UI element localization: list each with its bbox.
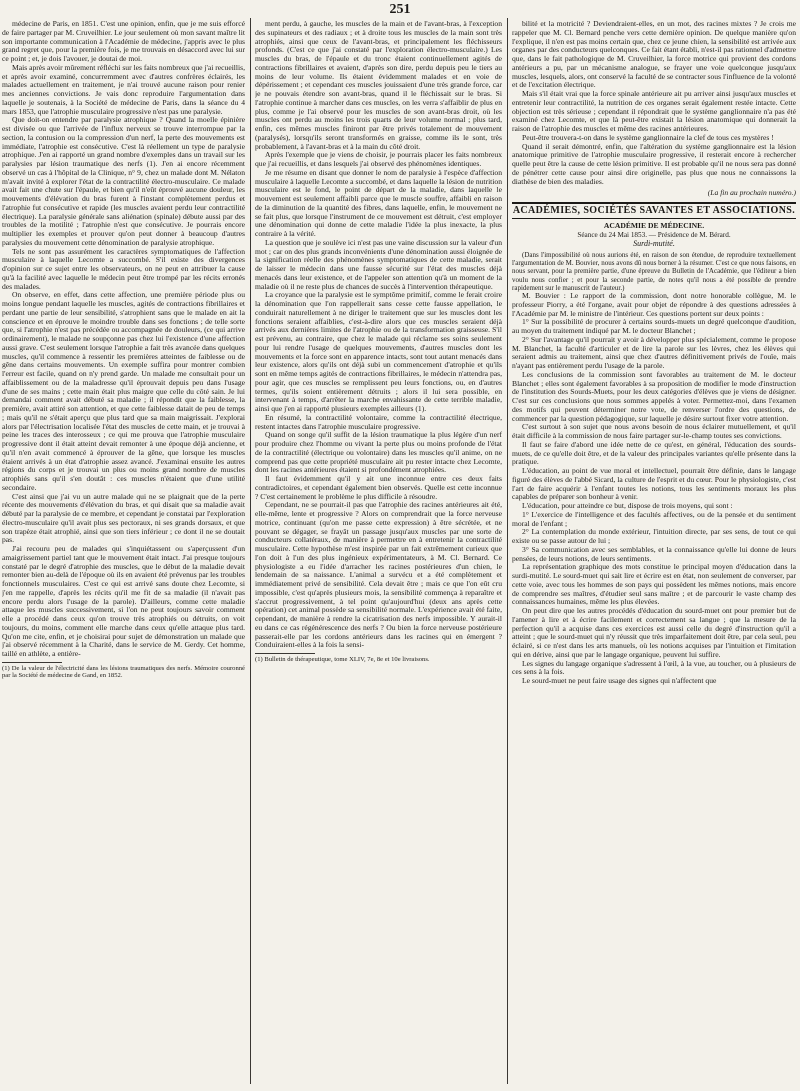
- paragraph: Il faut évidemment qu'il y ait une inconnue entre ces deux faits contradictoires, et cependant également bien observés. Quelle est cette inconnue ? C'est certainement le problème le plus difficile à résoudre.: [255, 474, 502, 501]
- paragraph: 2° La contemplation du monde extérieur, l'intuition directe, par ses sens, de tout ce qui existe ou se passe autour de lui ;: [512, 527, 796, 546]
- paragraph: La croyance que la paralysie est le symptôme primitif, comme le ferait croire la dénomination que l'on rappellerait sans cesse cette fausse appellation, le conduirait naturellement à ne diriger le traitement que sur les muscles dont les fonctions seraient affaiblies, c'est-à-dire alors que ces muscles seraient déjà arrivés aux dernières limites de l'atrophie ou de la transformation graisseuse. S'il est prévenu, au contraire, que chez le malade qui réclame ses soins seulement pour lui rendre l'usage de quelques mouvements, d'autres muscles dont les mouvements et la force sont en apparence intacts, sont tout autant menacés dans leur existence, alors qu'ils ont déjà subi un commencement d'atrophie et qu'ils sont en même temps agités de contractions fibrillaires, le médecin n'attendra pas, pour agir, que ces muscles se remplissent peu leurs fonctions, ou, en d'autres termes, qu'ils soient entièrement détruits ; alors il lui sera possible, en intervenant à temps, d'arrêter la marche envahissante de cette terrible maladie, ainsi que j'en ai rapporté plusieurs exemples ailleurs (1).: [255, 290, 502, 413]
- article-column-left: [2, 20, 245, 1082]
- paragraph: Le sourd-muet ne peut faire usage des signes qui n'affectent que: [522, 676, 717, 686]
- section-subheading: ACADÉMIE DE MÉDECINE.: [603, 220, 705, 230]
- editor-note: (Dans l'impossibilité où nous aurions été, en raison de son étendue, de reproduire textuellement l'argumentation de M. Bouvier, nous avons dû nous borner à la résumer. C'est ce que nous faisons, en nous servant, pour la première partie, d'une épreuve du Bulletin de l'Académie, que l'éditeur a bien voulu nous confier ; et pour la seconde partie, de notes qu'il nous a été possible de prendre rapidement sur le manuscrit de l'auteur.): [512, 251, 796, 292]
- paragraph: Je me résume en disant que donner le nom de paralysie à l'espèce d'affection musculaire à laquelle Lecomte a succombé, et dans laquelle la lésion de nutrition musculaire est le fond, le point de départ de la maladie, dans laquelle le mouvement est seulement affaibli parce que le muscle souffre, affaibli en raison de la diminution de la quantité des fibres, dans laquelle, enfin, le mouvement ne se fait plus, que lorsque l'instrument de ce mouvement est détruit, c'est employer une dénomination qui donne de cette maladie l'idée la plus inexacte, la plus contraire à la vérité.: [255, 167, 502, 238]
- paragraph: La représentation graphique des mots constitue le principal moyen d'éducation dans la surdi-mutité. Le sourd-muet qui sait lire et écrire est en état, non seulement de converser, par cette voie, avec tous les hommes de son pays qui possèdent les mêmes notions, mais encore de comprendre ses maîtres, d'étudier seul sans maître ; et de parcourir le vaste champ des connaissances humaines, même les plus élevées.: [512, 562, 796, 607]
- paragraph: L'éducation, pour atteindre ce but, dispose de trois moyens, qui sont :: [522, 501, 733, 511]
- paragraph: médecine de Paris, en 1851. C'est une opinion, enfin, que je me suis efforcé de faire partager par M. Cruveilhier. Le jour seulement où mon savant maître lit son importante communication à l'Académie de médecine, j'appris avec le plus grand regret que, pour la première fois, je me trouvais en désaccord avec lui sur ce point ; et, je dois l'avouer, je doutai de moi.: [2, 20, 245, 63]
- paragraph: En résumé, la contractilité volontaire, comme la contractilité électrique, restent intactes dans l'atrophie musculaire progressive.: [255, 412, 502, 431]
- column-divider: [507, 18, 508, 1084]
- continuation-note: (La fin au prochain numéro.): [707, 188, 796, 198]
- paragraph: M. Bouvier : Le rapport de la commission, dont notre honorable collègue, M. le professeur Piorry, a été l'organe, avait pour objet de répondre à des questions adressées à l'Académie par M. le ministre de l'intérieur. Ces questions portent sur deux points :: [512, 291, 796, 318]
- paragraph: ment perdu, à gauche, les muscles de la main et de l'avant-bras, à l'exception des supinateurs et des radiaux ; et à droite tous les muscles de la main sont très atrophiés, ainsi que ceux de l'avant-bras, et principalement les fléchisseurs profonds. (C'est ce que j'ai constaté par l'exploration électro-musculaire.) Les muscles du bras, de l'épaule et du tronc étaient continuellement agités de contractions fibrillaires et avaient, d'après son dire, perdu depuis peu le tiers au moins de leur volume. Ils étaient évidemment malades et en voie de dépérissement ; et cependant ces muscles jouissaient d'une très grande force, car je ne pouvais étendre son avant-bras, quand il le fléchissait sur le bras. Si l'atrophie continue à marcher dans ces muscles, on les verra s'affaiblir de plus en plus, comme je l'ai observé pour les muscles de son avant-bras droit, où les muscles ont perdu au moins les trois quarts de leur volume normal ; plus tard, enfin, ces mêmes muscles finiront par être privés totalement de mouvement (paralysés), lorsqu'ils seront transformés en graisse, comme ils le sont, très probablement, à l'avant-bras et à la main du côté droit.: [255, 20, 502, 151]
- paragraph: Quand on songe qu'il suffit de la lésion traumatique la plus légère d'un nerf pour produire chez l'homme ou vivant la perte plus ou moins profonde de l'état de la contractilité (électrique ou volontaire) dans les muscles qu'il anime, on ne comprend pas que cette propriété musculaire ait pu rester intacte chez Lecomte, dont les racines antérieures étaient si profondément atrophiées.: [255, 430, 502, 475]
- article-column-middle: [255, 20, 502, 1082]
- section-heading: ACADÉMIES, SOCIÉTÉS SAVANTES ET ASSOCIATIONS.: [512, 202, 796, 219]
- paragraph: C'est ainsi que j'ai vu un autre malade qui ne se plaignait que de la perte récente des mouvements d'élévation du bras, et qui disait que sa maladie avait débuté par la paralysie de ce membre, et cependant je constatai par l'exploration électro-musculaire qu'il avait plus ses pectoraux, ni ses grands dorsaux, et que son trapèze était atrophié, ainsi que son tiers inférieur ; ce dont il ne se doutait pas.: [2, 491, 245, 545]
- paragraph: Que doit-on entendre par paralysie atrophique ? Quand la moelle épinière est divisée ou que l'arrivée de l'influx nerveux se trouve interrompue par la section, la contusion ou la compression d'un nerf, la perte des mouvements est immédiate, l'atrophie est consécutive. C'est là réellement un type de paralysie atrophique. J'en ai rapporté un grand nombre d'exemples dans un travail sur les paralysies par lésion traumatique des nerfs (1). J'en ai encore récemment observé un cas à l'hôpital de la Clinique, n° 9, chez un malade dont M. Nélaton m'avait invité à explorer l'état de la contractilité électro-musculaire. Ce malade avait fait une chute sur l'épaule, et bien qu'il n'eût éprouvé aucune douleur, les mouvements d'élévation du bras furent à l'instant complètement perdus et l'atrophie fut consécutive et rapide (les muscles avaient perdu leur contractilité électrique). La paralysie générale sans aliénation (spinale) débute aussi par des troubles de la motilité ; l'atrophie n'est que consécutive. Je pourrais encore multiplier les exemples et prouver qu'on peut donner à beaucoup d'autres paralysies du mouvement cette dénomination de paralysie atrophique.: [2, 115, 245, 247]
- article-column-right: [512, 20, 796, 1082]
- paragraph: 2° Sur l'avantage qu'il pourrait y avoir à développer plus spécialement, comme le propose M. Blanchet, la faculté d'articuler et de lire la parole sur les lèvres, chez les élèves qui seraient admis au traitement, ainsi que chez d'autres définitivement privés de l'ouïe, mais n'ayant pas entièrement perdu l'usage de la parole.: [512, 334, 796, 371]
- topic-title: Surdi-mutité.: [633, 239, 675, 249]
- paragraph: Mais s'il était vrai que la force spinale antérieure ait pu arriver ainsi jusqu'aux muscles et entretenir leur contractilité, la nutrition de ces organes serait également restée intacte. Cette objection est très sérieuse ; cependant il répondrait que le système ganglionnaire n'a pas été examiné chez Lecomte, et que là peut-être existait la lésion anatomique qui donnerait la raison de l'atrophie des muscles et même des racines antérieures.: [512, 89, 796, 133]
- paragraph: bilité et la motricité ? Deviendraient-elles, en un mot, des racines mixtes ? Je crois me rappeler que M. Cl. Bernard penche vers cette dernière opinion. De quelque manière qu'on l'explique, il n'en est pas moins certain que, chez ce jeune chien, la sensibilité est arrivée aux organes par des conducteurs quelconques. Ce fait étant établi, n'est-il pas rationnel d'admettre que, dans le fait pathologique de M. Cruveilhier, la force motrice qui provient des cordons antérieurs a pu, par un mécanisme analogue, se frayer une voie quelconque jusqu'aux muscles, lesquels, alors, ont conservé la faculté de se contracter sous l'influence de la volonté et de l'excitation électrique.: [512, 20, 796, 90]
- paragraph: C'est surtout à son sujet que nous avons besoin de nous éclairer mutuellement, et qu'il était difficile à la commission de nous faire partager sur-le-champ toutes ses convictions.: [512, 422, 796, 441]
- paragraph: Les conclusions de la commission sont favorables au traitement de M. le docteur Blanchet ; elles sont également favorables à sa proposition de modifier le mode d'instruction de l'institution des Sourds-Muets, pour les deux catégories d'élèves que je viens de désigner. C'est sur ces conclusions que nous sommes appelés à voter. Permettez-moi, dans l'examen des motifs qui peuvent déterminer notre vote, de renverser l'ordre des questions, de commencer par la question pédagogique, sur laquelle je désire surtout fixer votre attention.: [512, 369, 796, 423]
- paragraph: Les signes du langage organique s'adressent à l'œil, à la vue, au toucher, ou à plusieurs de ces sens à la fois.: [512, 658, 796, 677]
- paragraph: On observe, en effet, dans cette affection, une première période plus ou moins longue pendant laquelle les muscles, agités de contractions fibrillaires et perdant une partie de leur sensibilité, s'atrophient sans que le malade en ait la conscience et en éprouve le moindre trouble dans ses fonctions ; de telle sorte que, si l'atrophie n'est pas précédée ou accompagnée de douleurs, (ce qui arrive ordinairement), le malade ne soupçonne pas chez lui l'existence d'une affection aussi grave. C'est seulement lorsque l'atrophie a fait très avancée dans quelques muscles, qu'il commence à ressentir les premières atteintes de faiblesse ou de gêne dans certains mouvements. Un exemple suffira pour montrer combien l'erreur est facile, quand on n'y prend garde. Un malade me consultait pour un affaiblissement ou de la maladresse qu'il éprouvait depuis peu dans l'usage d'une de ses mains ; cette main était plus maigre que celle du côté sain. Je lui demandai comment avait débuté sa maladie ; il répondit que la faiblesse, la première, avait attiré son attention, et que cette faiblesse datait de peu de temps ; mais qu'il ne s'était aperçu que plus tard que sa main maigrissait. J'explorai alors par l'électrisation localisée l'état des muscles de cette main, et je trouvai à peine les traces des interosseux ; ce qui me prouva que l'atrophie musculaire progressive dont il était atteint devait remonter à une époque déjà ancienne, et qu'il n'en avait commencé à éprouver de la gêne, que lorsque les muscles étaient arrivés à un état d'atrophie assez avancé. J'examinai ensuite les autres régions du corps et je trouvai un plus ou moins grand nombre de muscles atrophiés sans qu'il s'en doutât : ces muscles n'étaient que d'une utilité secondaire.: [2, 290, 245, 492]
- column-divider: [250, 18, 251, 1084]
- paragraph: L'éducation, au point de vue moral et intellectuel, pourrait être définie, dans le langage figuré des élèves de l'abbé Sicard, la culture de l'esprit et du cœur. Pour le physiologiste, c'est l'art de faire acquérir à l'enfant toutes les notions, tous les sentiments moraux les plus capables de préparer son bonheur à venir.: [512, 466, 796, 502]
- page-number: 251: [389, 2, 411, 17]
- footnote: (1) De la valeur de l'électricité dans les lésions traumatiques des nerfs. Mémoire couronné par la Société de médecine de Gand, en 1852.: [2, 664, 245, 680]
- paragraph: Cependant, ne se pourrait-il pas que l'atrophie des racines antérieures ait été, elle-même, lente et progressive ? Alors on comprendrait que la force nerveuse motrice, continuant (qu'on me passe cette expression) à être sécrétée, et ne pouvant se dégager, se frayât un passage jusqu'aux muscles par une sorte de conducteurs collatéraux, de manière à permettre en à entretenir la contractilité musculaire. Cette hypothèse m'est inspirée par un fait extrêmement curieux que l'on doit à l'un des plus ingénieux expérimentateurs, à M. Cl. Bernard. Ce physiologiste a eu l'idée d'arracher les racines postérieures d'un chien, le lendemain de sa naissance. L'animal a survécu et a été complètement et immédiatement privé de sensibilité. Cela devait être ; mais ce que l'on eût cru impossible, c'est qu'après plusieurs mois, la sensibilité commença à reparaître et s'accrut progressivement, à tel point qu'aujourd'hui (deux ans après cette opération) cet animal possède sa sensibilité normale. L'expérience avait été faite, cependant, de manière à rendre la cicatrisation des nerfs impossible. Y aurait-il eu dans ce cas régénérescence des nerfs ? Ou bien la force nerveuse postérieure passerait-elle par les cordons antérieurs dans les racines qui en émergent ? Conduiraient-elles à la fois la sensi-: [255, 500, 502, 650]
- footnote-rule: [255, 653, 315, 654]
- paragraph: Peut-être trouvera-t-on dans le système ganglionnaire la clef de tous ces mystères !: [522, 132, 774, 142]
- paragraph: J'ai recouru peu de malades qui s'inquiétassent ou s'aperçussent d'un amaigrissement partiel tant que le mouvement était intact. J'ai presque toujours constaté par le degré d'atrophie des muscles, que le début de la maladie devait remonter bien au-delà de l'époque où ils en avaient été prévenus par les troubles fonctionnels musculaires. C'est ce qui est arrivé sans doute chez Lecomte, si j'en me rappelle, d'après les récits qu'il me fit de sa maladie (il n'avait pas encore perdu alors l'usage de la parole). D'ailleurs, comme cette maladie attaque les muscles successivement, si l'on ne peut toujours savoir comment elle a procédé dans ceux qu'on trouve très atrophiés ou détruits, on voit toujours, du moins, comment elle marche dans ceux qu'elle attaque plus tard. Qu'on me cite, enfin, et je choisirai pour sujet de démonstration un malade que j'ai observé récemment à la Charité, dans le service de M. Gerdy. Cet homme, taillé en athlète, a entière-: [2, 544, 245, 658]
- paragraph: 3° Sa communication avec ses semblables, et la connaissance qu'elle lui donne de leurs pensées, de leurs notions, de leurs sentiments.: [512, 544, 796, 563]
- session-line: Séance du 24 Mai 1853. — Présidence de M. Bérard.: [577, 230, 731, 239]
- paragraph: Quand il serait démontré, enfin, que l'altération du système ganglionnaire est la lésion anatomique primitive de l'atrophie musculaire progressive, il resterait encore à rechercher quelle peut être la cause de cette lésion primitive. Il est probable qu'il ne nous sera pas donné de pénétrer cette cause pour ainsi dire originelle, pas plus que nous ne connaissons la diathèse de bien des maladies.: [512, 141, 796, 186]
- paragraph: Il faut se faire d'abord une idée nette de ce qu'est, en général, l'éducation des sourds-muets, de ce qu'elle doit être, et de la valeur des principales variantes qu'elle présente dans la pratique.: [512, 439, 796, 467]
- paragraph: La question que je soulève ici n'est pas une vaine discussion sur la valeur d'un mot ; car on des plus grands inconvénients d'une dénomination aussi éloignée de la signification réelle des phénomènes symptomatiques de cette maladie, serait de laisser le médecin dans une fausse sécurité sur l'état des muscles déjà menacés dans leur existence, et de l'appeler son attention qu'à un moment de la maladie où il ne reste plus de chances de succès à l'intervention thérapeutique.: [255, 237, 502, 291]
- paragraph: 1° L'exercice de l'intelligence et des facultés affectives, ou de la pensée et du sentiment moral de l'enfant ;: [512, 509, 796, 528]
- paragraph: Tels ne sont pas assurément les caractères symptomatiques de l'affection musculaire à laquelle Lecomte a succombé. S'il existe des divergences d'opinion sur ce sujet entre les observateurs, on ne peut en attribuer la cause qu'à la facilité avec laquelle le médecin peut être trompé par les récits erronés des malades.: [2, 246, 245, 291]
- footnote-rule: [2, 662, 62, 663]
- paragraph: Mais après avoir mûrement réfléchi sur les faits nombreux que j'ai recueillis, et après avoir examiné, concurremment avec d'autres confrères éclairés, les malades actuellement en traitement, je n'ai trouvé aucune raison pour renier mes anciennes convictions. Je vais donc reproduire l'argumentation dans laquelle je soutenais, à la Société de médecine de Paris, dans la séance du 4 mars 1853, que l'atrophie musculaire progressive n'est pas une paralysie.: [2, 62, 245, 116]
- paragraph: Après l'exemple que je viens de choisir, je pourrais placer les faits nombreux que j'ai recueillis, et dans lesquels j'ai observé des phénomènes identiques.: [255, 150, 502, 168]
- paragraph: On peut dire que les autres procédés d'éducation du sourd-muet ont pour premier but de l'amener à lire et à écrire facilement et correctement sa langue ; que la mesure de la perfection qu'il a acquise dans ces exercices est aussi celle du degré d'instruction qu'il a atteint ; que le sourd-muet qui n'y réussit que très imparfaitement doit être, par cela seul, peu éclairé, si ce n'est dans les arts manuels, où les notions acquises par l'intuition et l'imitation qui en dérive, ainsi que par le langage organique, peuvent lui suffire.: [512, 606, 796, 659]
- paragraph: 1° Sur la possibilité de procurer à certains sourds-muets un degré quelconque d'audition, au moyen du traitement indiqué par M. le docteur Blanchet ;: [512, 317, 796, 336]
- footnote: (1) Bulletin de thérapeutique, tome XLIV, 7e, 8e et 10e livraisons.: [255, 656, 430, 663]
